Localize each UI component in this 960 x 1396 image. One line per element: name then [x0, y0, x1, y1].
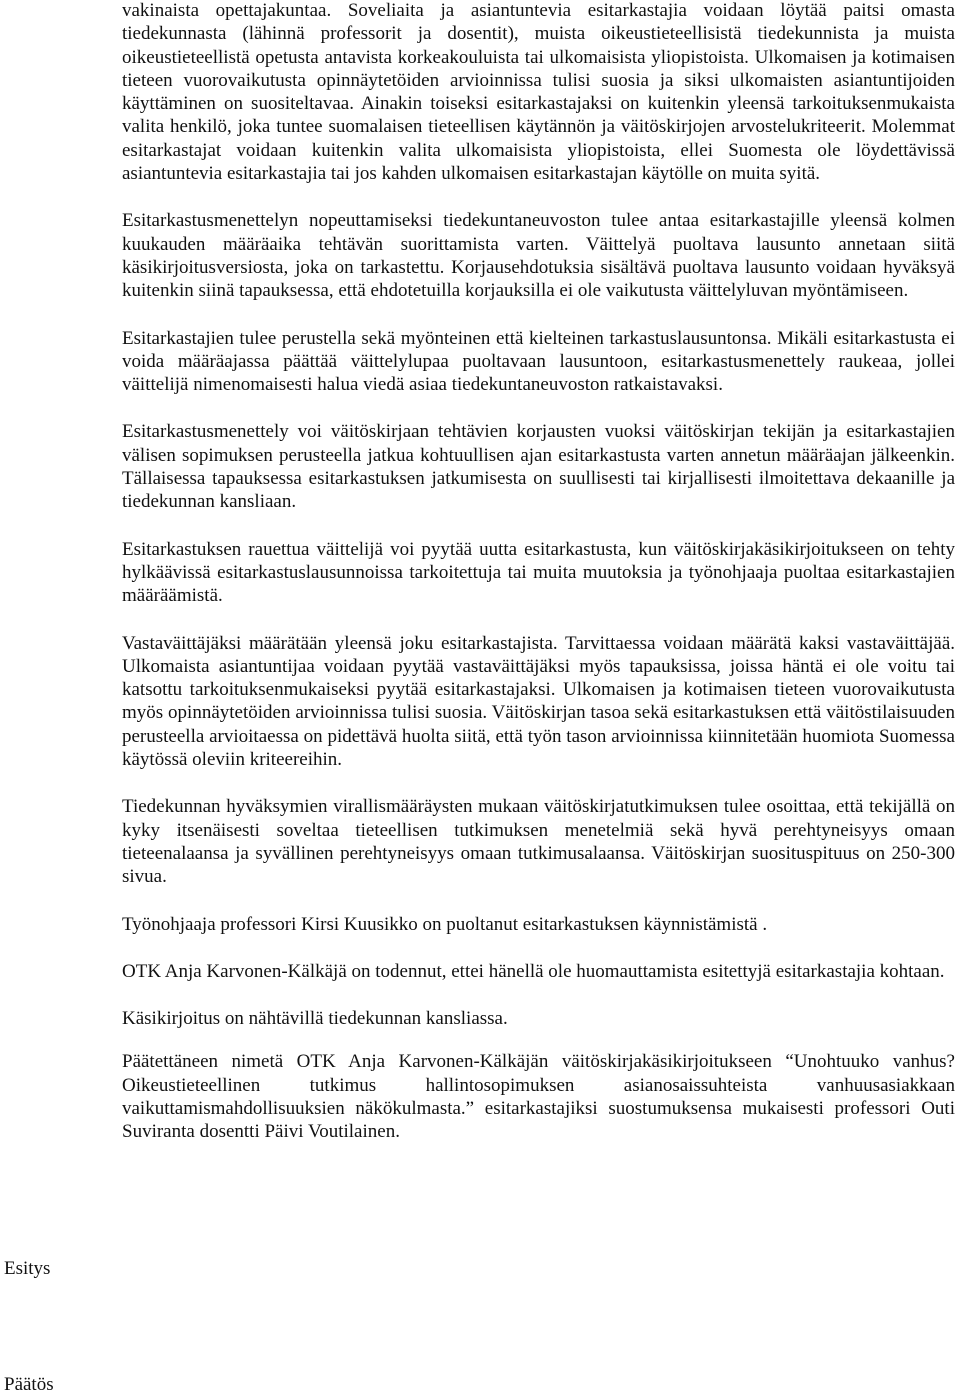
- paragraph-vaittelija: OTK Anja Karvonen-Kälkäjä on todennut, ettei hänellä ole huomauttamista esitettyjä esitarkastajia kohtaan.: [122, 960, 945, 982]
- margin-label-paatos: Päätös: [4, 1374, 54, 1395]
- paragraph-vastavaittaja: Vastaväittäjäksi määrätään yleensä joku esitarkastajista. Tarvittaessa voidaan määrätä kaksi vastaväittäjää. Ulkomaista asiantuntijaa voidaan pyytää vastaväittäjäksi myös tapauksissa, joissa häntä ei ole voitu tai katsottu tarkoituksenmukaiseksi pyytää esitarkastajaksi. Ulkomaisen ja kotimaisen tieteen vuorovaikutusta myös opinnäytetöiden arvioinnissa tulisi suosia. Väitöskirjan tasoa sekä esitarkastuksen että väitöstilaisuuden perusteella arvioitaessa on pidettävä huolta siitä, että työn tason arvioinnissa kiinnitetään huomiota Suomessa käytössä oleviin kriteereihin.: [122, 632, 955, 771]
- paragraph-jatkuminen: Esitarkastusmenettely voi väitöskirjaan tehtävien korjausten vuoksi väitöskirjan tekijän ja esitarkastajien välisen sopimuksen perusteella jatkua kohtuullisen ajan esitarkastusta varten annetun määräajan jälkeenkin. Tällaisessa tapauksessa esitarkastuksen jatkumisesta on suullisesti tai kirjallisesti ilmoitettava dekaanille ja tiedekunnan kansliaan.: [122, 421, 955, 513]
- paragraph-tyonohjaaja: Työnohjaaja professori Kirsi Kuusikko on puoltanut esitarkastuksen käynnistämistä .: [122, 913, 768, 935]
- paragraph-esitys: Päätettäneen nimetä OTK Anja Karvonen-Kälkäjän väitöskirjakäsikirjoitukseen “Unohtuuko vanhus? Oikeustieteellinen tutkimus hallintosopimuksen asianosaissuhteista vanhuusasiakkaan vaikuttamismahdollisuuksien näkökulmasta.” esitarkastajiksi suostumuksensa mukaisesti professori Outi Suviranta dosentti Päivi Voutilainen.: [122, 1051, 955, 1143]
- paragraph-uusi-esitarkastus: Esitarkastuksen rauettua väittelijä voi pyytää uutta esitarkastusta, kun väitöskirjakäsikirjoitukseen on tehty hylkäävissä esitarkastuslausunnoissa tarkoitettuja tai muita muutoksia ja työnohjaaja puoltaa esitarkastajien määräämistä.: [122, 538, 955, 607]
- paragraph-kasikirjoitus: Käsikirjoitus on nähtävillä tiedekunnan kansliassa.: [122, 1008, 508, 1030]
- paragraph-perustelu: Esitarkastajien tulee perustella sekä myönteinen että kielteinen tarkastuslausuntonsa. Mikäli esitarkastusta ei voida määräajassa päättää väittelylupaa puoltavaan lausuntoon, esitarkastusmenettely raukeaa, jollei väittelijä nimenomaisesti halua viedä asiaa tiedekuntaneuvoston ratkaistavaksi.: [122, 327, 955, 396]
- paragraph-vaatimukset: Tiedekunnan hyväksymien virallismääräysten mukaan väitöskirjatutkimuksen tulee osoittaa, että tekijällä on kyky itsenäisesti soveltaa tieteellisen tutkimuksen menetelmiä sekä hyvä perehtyneisyys omaan tieteenalaansa ja syvällinen perehtyneisyys omaan tutkimusalaansa. Väitöskirjan suosituspituus on 250-300 sivua.: [122, 796, 955, 888]
- paragraph-esitarkastajat-valinta: vakinaista opettajakuntaa. Soveliaita ja asiantuntevia esitarkastajia voidaan löytää paitsi omasta tiedekunnasta (lähinnä professorit ja dosentit), muista oikeustieteellisistä tiedekunnista ja muista oikeustieteellistä opetusta antavista korkeakouluista tai ulkomaisista yliopistoista. Ulkomaisen ja kotimaisen tieteen vuorovaikutusta opinnäytetöiden arvioinnissa tulisi suosia ja siksi ulkomaisten asiantuntijoiden käyttäminen on suositeltavaa. Ainakin toiseksi esitarkastajaksi on kuitenkin yleensä tarkoituksenmukaista valita henkilö, joka tuntee suomalaisen tieteellisen käytännön ja väitöskirjojen arvostelukriteerit. Molemmat esitarkastajat voidaan kuitenkin valita ulkomaisista yliopistoista, ellei Suomesta ole löydettävissä asiantuntevia esitarkastajia tai jos kahden ulkomaisen esitarkastajan käytölle on muita syitä.: [122, 0, 955, 185]
- margin-label-esitys: Esitys: [4, 1258, 51, 1279]
- paragraph-maaraaika: Esitarkastusmenettelyn nopeuttamiseksi tiedekuntaneuvoston tulee antaa esitarkastajille yleensä kolmen kuukauden määräaika tehtävän suorittamista varten. Väittelyä puoltava lausunto annetaan siitä käsikirjoitusversiosta, joka on tarkastettu. Korjausehdotuksia sisältävä puoltava lausunto voidaan hyväksyä kuitenkin siinä tapauksessa, että ehdotetuilla korjauksilla ei ole vaikutusta väittelyluvan myöntämiseen.: [122, 210, 955, 302]
- document-body: [122, 0, 955, 1168]
